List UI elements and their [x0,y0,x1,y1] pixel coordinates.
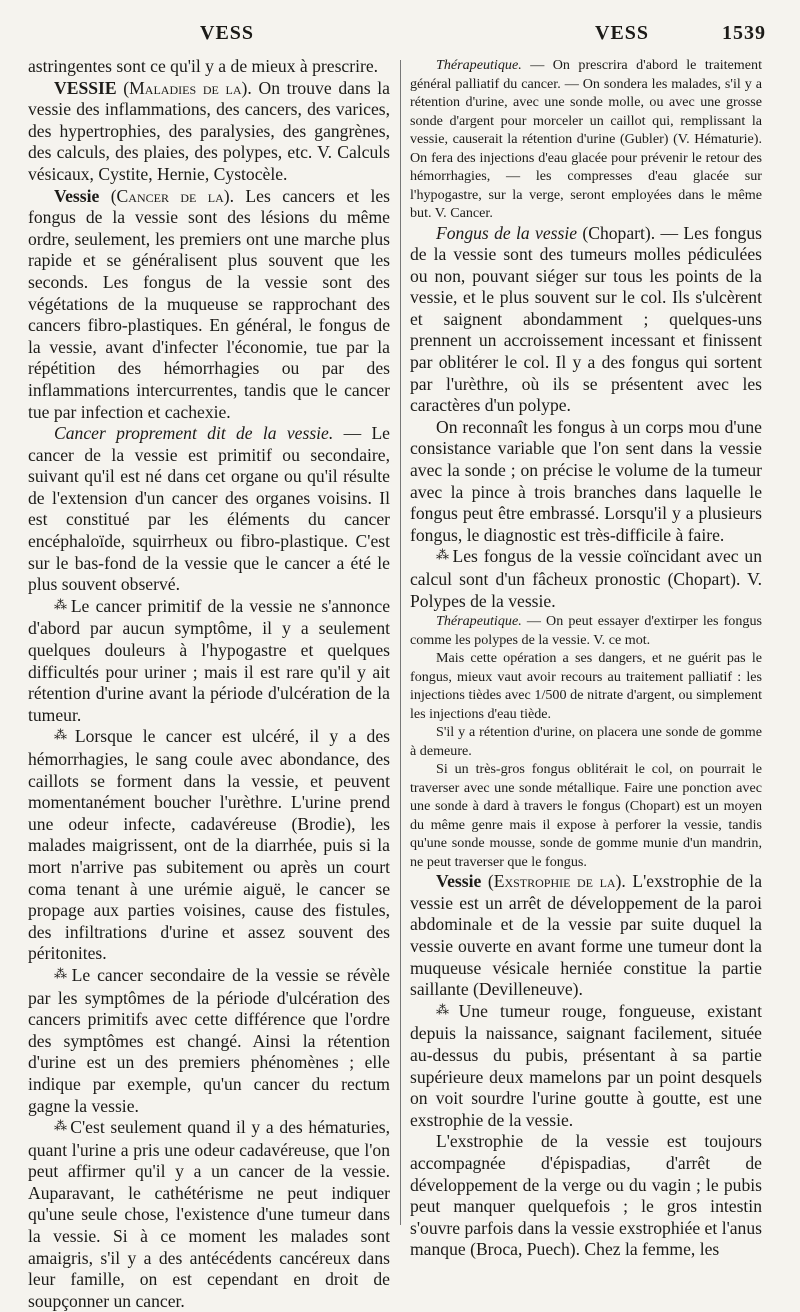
paragraph-text: — On prescrira d'abord le traitement général palliatif du cancer. — On sondera les malades, s'il y a rétention d'urine, avec une sonde molle, ou avec une grosse sonde d'argent pour morceler un caillot qui, remplissant la vessie, causerait la rétention d'urine (Gubler) (V. Hématurie). On fera des injections d'eau glacée pour prévenir le retour des hémorrhagies, — les compresses d'eau glacée sur l'hypogastre, sur la verge, seront employées dans le même but. V. Cancer. [410,57,762,221]
paragraph [28,423,390,596]
paragraph-text: astringentes sont ce qu'il y a de mieux à prescrire. [28,56,379,76]
paragraph-text: Lorsque le cancer est ulcéré, il y a des hémorrhagies, le sang coule avec abondance, des caillots se forment dans la vessie, et peuvent momentanément boucher l'urèthre. L'urine prend une odeur infecte, cadavéreuse (Brodie), les malades maigrissent, ont de la diarrhée, puis si la mort n'arrive pas subitement ou après un court coma tenant à une urémie aiguë, le cancer se propage aux parties voisines, cause des fistules, des infiltrations d'urine et assez souvent des péritonites. [28,726,390,964]
section-heading: Fongus de la vessie [436,222,578,243]
paragraph-text: C'est seulement quand il y a des hématuries, quant l'urine a pris une odeur cadavéreuse, que l'on peut affirmer qu'il y a un cancer de la vessie. Auparavant, le cathétérisme ne peut indiquer qu'une seule chose, l'existence d'une tumeur dans la vessie. Si à ce moment les malades sont amaigris, s'il y a des antécédents cancéreux dans leur famille, on est cependant en droit de soupçonner un cancer. [28,1117,390,1311]
paragraph-text: Si un très-gros fongus oblitérait le col, on pourrait le traverser avec une sonde métallique. Faire une ponction avec une sonde à dard à travers le fongus (Chopart) est un moyen du même genre mais il expose à perforer la vessie, tandis qu'une sonde mousse, sonde de gomme munie d'un mandrin, ne peut traverser que le fongus. [410,761,762,870]
paragraph [410,649,762,723]
section-heading: Cancer proprement dit de la vessie. [54,423,334,444]
header-left-word: VESS [200,22,255,44]
paragraph-text: Le cancer secondaire de la vessie se révèle par les symptômes de la période d'ulcération des cancers primitifs avec cette différence que l'ordre des symptômes est changé. Ainsi la rétention d'urine est un des premiers phénomènes ; elle indique par exemple, qu'un cancer du rectum gagne la vessie. [28,964,390,1116]
paragraph-text: On reconnaît les fongus à un corps mou d'une consistance variable que l'on sent dans la vessie avec la sonde ; on précise le volume de la tumeur avec la pince à trois branches dans laquelle le fongus peut être embrassé. Lorsqu'il y a plusieurs fongus, le diagnostic est très-difficile à faire. [410,416,762,545]
asterism-mark: ⁂ [54,965,70,981]
column-divider [400,60,401,1225]
paragraph-text: Une tumeur rouge, fongueuse, existant depuis la naissance, saignant facilement, située au-dessus du pubis, présentant à sa partie supérieure deux mamelons par un point desquels on voit sourdre l'urine goutte à goutte, est une exstrophie de la vessie. [410,1000,762,1130]
header-right-word: VESS [595,22,650,44]
paragraph [410,1001,762,1132]
section-heading: Thérapeutique. [436,613,522,630]
paragraph [410,223,762,417]
paragraph-text: — Le cancer de la vessie est primitif ou secondaire, suivant qu'il est né dans cet organe ou qu'il résulte de l'extension d'un cancer des organes voisins. Il est constitué par les éléments du cancer encéphaloïde, squirrheux ou fibro-plastique. C'est sur le bas-fond de la vessie que le cancer a été le plus souvent observé. [28,423,390,595]
asterism-mark: ⁂ [54,596,69,612]
paragraph [28,1117,390,1312]
paragraph [28,186,390,424]
right-column [410,56,762,1261]
paragraph [410,546,762,612]
paragraph-text: — On peut essayer d'extirper les fongus comme les polypes de la vessie. V. ce mot. [410,613,762,648]
paragraph-text: L'exstrophie de la vessie est toujours accompagnée d'épispadias, d'arrêt de développement de la verge ou du vagin ; le pubis peut manquer quelquefois ; le gros intestin s'ouvre parfois dans la vessie exstrophiée et l'anus manque (Broca, Puech). Chez la femme, les [410,1131,762,1260]
entry-subtitle: (Exstrophie de la). [487,871,626,892]
paragraph-text: Les cancers et les fongus de la vessie sont des lésions du même ordre, seulement, les premiers ont une marche plus rapide et se généralisent plus souvent que les seconds. Les fongus de la vessie sont des végétations de la muqueuse se rapprochant des cancers fibro-plastiques. En général, le fongus de la vessie, avant d'infecter l'économie, tue par la répétition des hémorrhagies ou par des inflammations intercurrentes, tandis que le cancer tue par infection et cachexie. [28,185,390,422]
paragraph [28,56,390,78]
asterism-mark: ⁂ [54,727,73,743]
paragraph-text: Le cancer primitif de la vessie ne s'annonce d'abord par aucun symptôme, il y a seulement quelques douleurs à l'hypogastre et quelques difficultés pour uriner ; mais il est rare qu'il y ait rétention d'urine avant la période d'ulcération de la tumeur. [28,595,390,725]
paragraph-text: L'exstrophie de la vessie est un arrêt de développement de la paroi abdominale et de la vessie par suite duquel la vessie ouverte en avant forme une tumeur dont la muqueuse vésicale herniée constitue la partie saillante (Devilleneuve). [410,871,762,1000]
entry-headword: Vessie [436,871,482,892]
paragraph-text: (Chopart). — Les fongus de la vessie sont des tumeurs molles pédiculées ou non, pouvant siéger sur tous les points de la vessie, et le plus souvent sur le col. Ils s'ulcèrent et saignent abondamment ; quelques-uns prennent un accroissement incessant et finissent par oblitérer le col. Il y a des fongus qui sortent par l'urèthre, où ils se présentent avec les caractères d'un polype. [410,222,762,416]
page-number: 1539 [722,22,766,44]
paragraph [28,726,390,965]
paragraph [410,1131,762,1261]
running-header [30,22,772,48]
left-column [28,56,390,1312]
paragraph [28,965,390,1117]
paragraph-text: Les fongus de la vessie coïncidant avec un calcul sont d'un fâcheux pronostic (Chopart). V. Polypes de la vessie. [410,546,762,611]
paragraph-text: On trouve dans la vessie des inflammations, des cancers, des varices, des hypertrophies, des paralysies, des gangrènes, des calculs, des plaies, des polypes, etc. V. Calculs vésicaux, Cystite, Hernie, Cystocèle. [28,77,390,184]
paragraph [410,760,762,871]
paragraph [28,78,390,186]
paragraph [410,612,762,649]
entry-subtitle: (Cancer de la). [110,185,235,206]
paragraph [28,596,390,727]
entry-subtitle: (Maladies de la). [123,77,252,98]
asterism-mark: ⁂ [436,1001,457,1017]
entry-headword: Vessie [54,185,100,206]
paragraph-text: Mais cette opération a ses dangers, et ne guérit pas le fongus, mieux vaut avoir recours au traitement palliatif : les injections tièdes avec 1/500 de nitrate d'argent, ou simplement les injections d'eau tiède. [410,650,762,722]
paragraph [410,56,762,223]
paragraph [410,417,762,547]
paragraph [410,871,762,1001]
entry-headword: VESSIE [54,77,117,98]
asterism-mark: ⁂ [54,1118,69,1134]
paragraph-text: S'il y a rétention d'urine, on placera une sonde de gomme à demeure. [410,724,762,759]
asterism-mark: ⁂ [436,547,451,563]
section-heading: Thérapeutique. [436,57,522,73]
paragraph [410,723,762,760]
